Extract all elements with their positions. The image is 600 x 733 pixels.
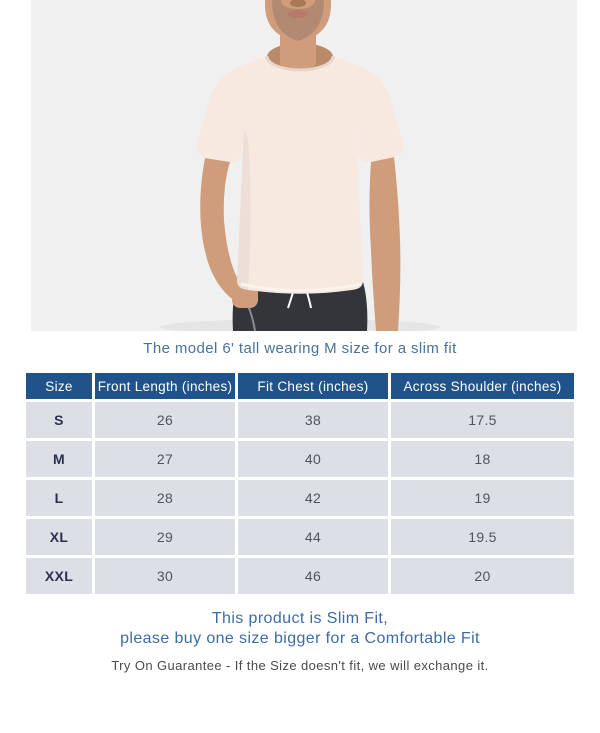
cell-size: S [26, 402, 92, 438]
column-header-front-length: Front Length (inches) [95, 373, 235, 399]
model-right-arm [370, 157, 401, 331]
cell-fit-chest: 46 [238, 558, 388, 594]
cell-front-length: 26 [95, 402, 235, 438]
slim-fit-note [0, 609, 600, 649]
column-header-fit-chest: Fit Chest (inches) [238, 373, 388, 399]
cell-fit-chest: 40 [238, 441, 388, 477]
cell-front-length: 30 [95, 558, 235, 594]
cell-fit-chest: 44 [238, 519, 388, 555]
cell-front-length: 28 [95, 480, 235, 516]
cell-size: XL [26, 519, 92, 555]
slim-fit-note-line2: please buy one size bigger for a Comfortable Fit [120, 630, 480, 647]
column-header-size: Size [26, 373, 92, 399]
cell-across-shoulder: 19.5 [391, 519, 574, 555]
cell-across-shoulder: 19 [391, 480, 574, 516]
size-row-m [26, 441, 574, 477]
slim-fit-note-line1: This product is Slim Fit, [211, 610, 389, 627]
size-row-xl [26, 519, 574, 555]
model-fit-caption: The model 6' tall wearing M size for a slim fit [143, 340, 457, 357]
try-on-guarantee-note: Try On Guarantee - If the Size doesn't fit, we will exchange it. [111, 658, 489, 673]
model-lips [288, 10, 308, 18]
model-photo [31, 0, 577, 331]
size-row-s [26, 402, 574, 438]
column-header-across-shoulder: Across Shoulder (inches) [391, 373, 574, 399]
size-chart-table [23, 370, 577, 597]
cell-size: M [26, 441, 92, 477]
cell-size: XXL [26, 558, 92, 594]
cell-front-length: 27 [95, 441, 235, 477]
size-row-xxl [26, 558, 574, 594]
cell-across-shoulder: 18 [391, 441, 574, 477]
cell-fit-chest: 42 [238, 480, 388, 516]
cell-across-shoulder: 20 [391, 558, 574, 594]
size-chart-header-row [26, 373, 574, 399]
cell-fit-chest: 38 [238, 402, 388, 438]
size-row-l [26, 480, 574, 516]
cell-size: L [26, 480, 92, 516]
cell-front-length: 29 [95, 519, 235, 555]
cell-across-shoulder: 17.5 [391, 402, 574, 438]
